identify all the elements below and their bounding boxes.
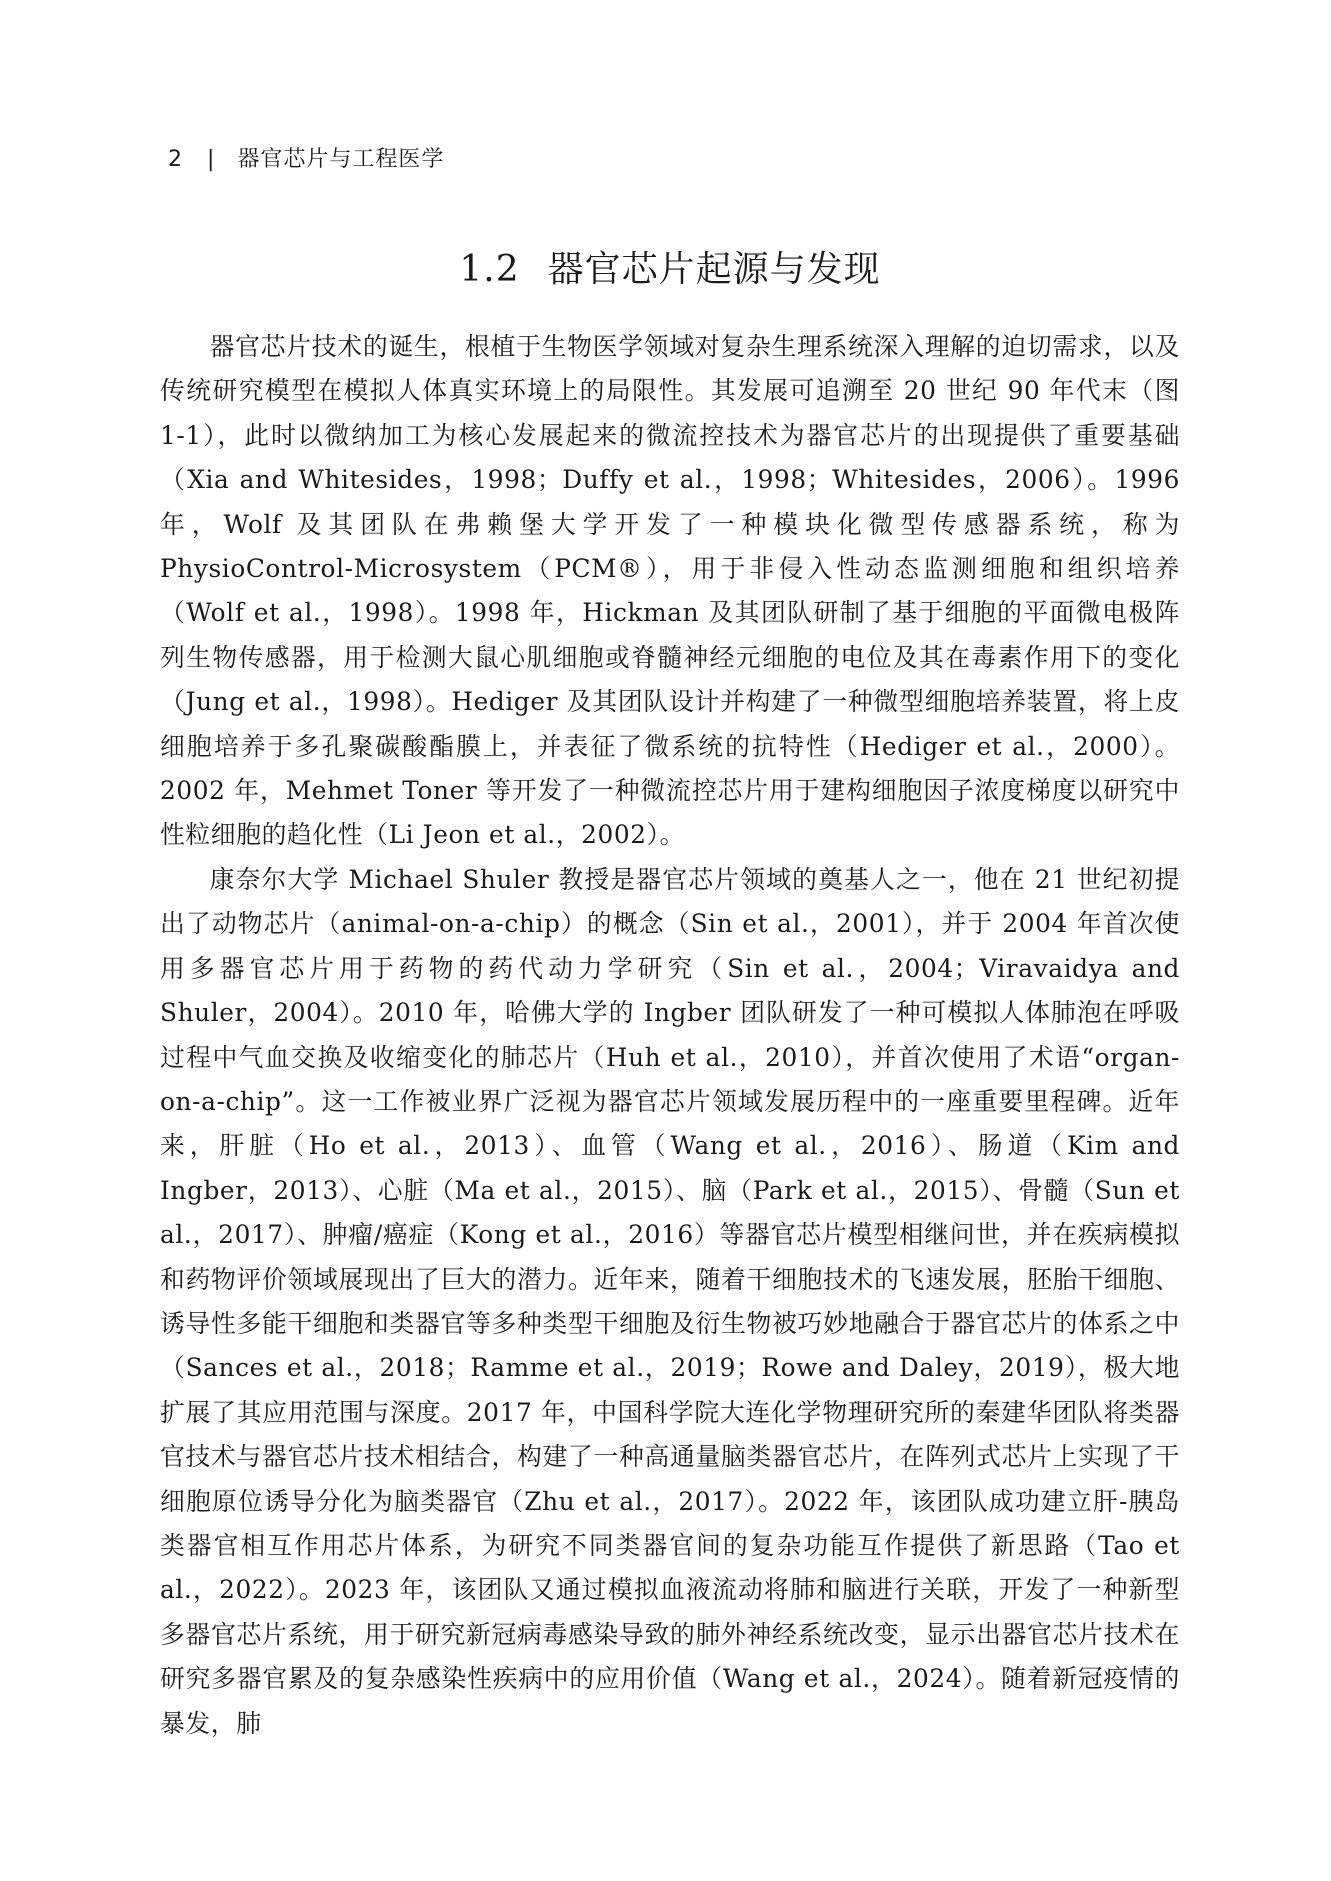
section-number: 1.2 [459, 249, 520, 290]
running-header [168, 142, 444, 173]
page-number: 2 [168, 147, 183, 172]
book-title: 器官芯片与工程医学 [237, 147, 445, 172]
paragraph-development: 康奈尔大学 Michael Shuler 教授是器官芯片领域的奠基人之一，他在 21 世纪初提出了动物芯片（animal-on-a-chip）的概念（Sin et al.，2001），并于 2004 年首次使用多器官芯片用于药物的药代动力学研究（Sin et al.，2004；Viravaidya and Shuler，2004）。2010 年，哈佛大学的 Ingber 团队研发了一种可模拟人体肺泡在呼吸过程中气血交换及收缩变化的肺芯片（Huh et al.，2010），并首次使用了术语“organ-on-a-chip”。这一工作被业界广泛视为器官芯片领域发展历程中的一座重要里程碑。近年来，肝脏（Ho et al.，2013）、血管（Wang et al.，2016）、肠道（Kim and Ingber，2013）、心脏（Ma et al.，2015）、脑（Park et al.，2015）、骨髓（Sun et al.，2017）、肿瘤/癌症（Kong et al.，2016）等器官芯片模型相继问世，并在疾病模拟和药物评价领域展现出了巨大的潜力。近年来，随着干细胞技术的飞速发展，胚胎干细胞、诱导性多能干细胞和类器官等多种类型干细胞及衍生物被巧妙地融合于器官芯片的体系之中（Sances et al.，2018；Ramme et al.，2019；Rowe and Daley，2019），极大地扩展了其应用范围与深度。2017 年，中国科学院大连化学物理研究所的秦建华团队将类器官技术与器官芯片技术相结合，构建了一种高通量脑类器官芯片，在阵列式芯片上实现了干细胞原位诱导分化为脑类器官（Zhu et al.，2017）。2022 年，该团队成功建立肝-胰岛类器官相互作用芯片体系，为研究不同类器官间的复杂功能互作提供了新思路（Tao et al.，2022）。2023 年，该团队又通过模拟血液流动将肺和脑进行关联，开发了一种新型多器官芯片系统，用于研究新冠病毒感染导致的肺外神经系统改变，显示出器官芯片技术在研究多器官累及的复杂感染性疾病中的应用价值（Wang et al.，2024）。随着新冠疫情的暴发，肺 [160, 864, 1180, 1738]
paragraph-origins: 器官芯片技术的诞生，根植于生物医学领域对复杂生理系统深入理解的迫切需求，以及传统研究模型在模拟人体真实环境上的局限性。其发展可追溯至 20 世纪 90 年代末（图 1-1），此时以微纳加工为核心发展起来的微流控技术为器官芯片的出现提供了重要基础（Xia and Whitesides，1998；Duffy et al.，1998；Whitesides，2006）。1996 年，Wolf 及其团队在弗赖堡大学开发了一种模块化微型传感器系统，称为 PhysioControl-Microsystem（PCM®），用于非侵入性动态监测细胞和组织培养（Wolf et al.，1998）。1998 年，Hickman 及其团队研制了基于细胞的平面微电极阵列生物传感器，用于检测大鼠心肌细胞或脊髓神经元细胞的电位及其在毒素作用下的变化（Jung et al.，1998）。Hediger 及其团队设计并构建了一种微型细胞培养装置，将上皮细胞培养于多孔聚碳酸酯膜上，并表征了微系统的抗特性（Hediger et al.，2000）。2002 年，Mehmet Toner 等开发了一种微流控芯片用于建构细胞因子浓度梯度以研究中性粒细胞的趋化性（Li Jeon et al.，2002）。 [160, 332, 1180, 850]
section-title: 器官芯片起源与发现 [547, 249, 881, 290]
header-separator: | [207, 147, 216, 172]
section-heading [160, 242, 1180, 298]
body-text [160, 325, 1180, 1746]
